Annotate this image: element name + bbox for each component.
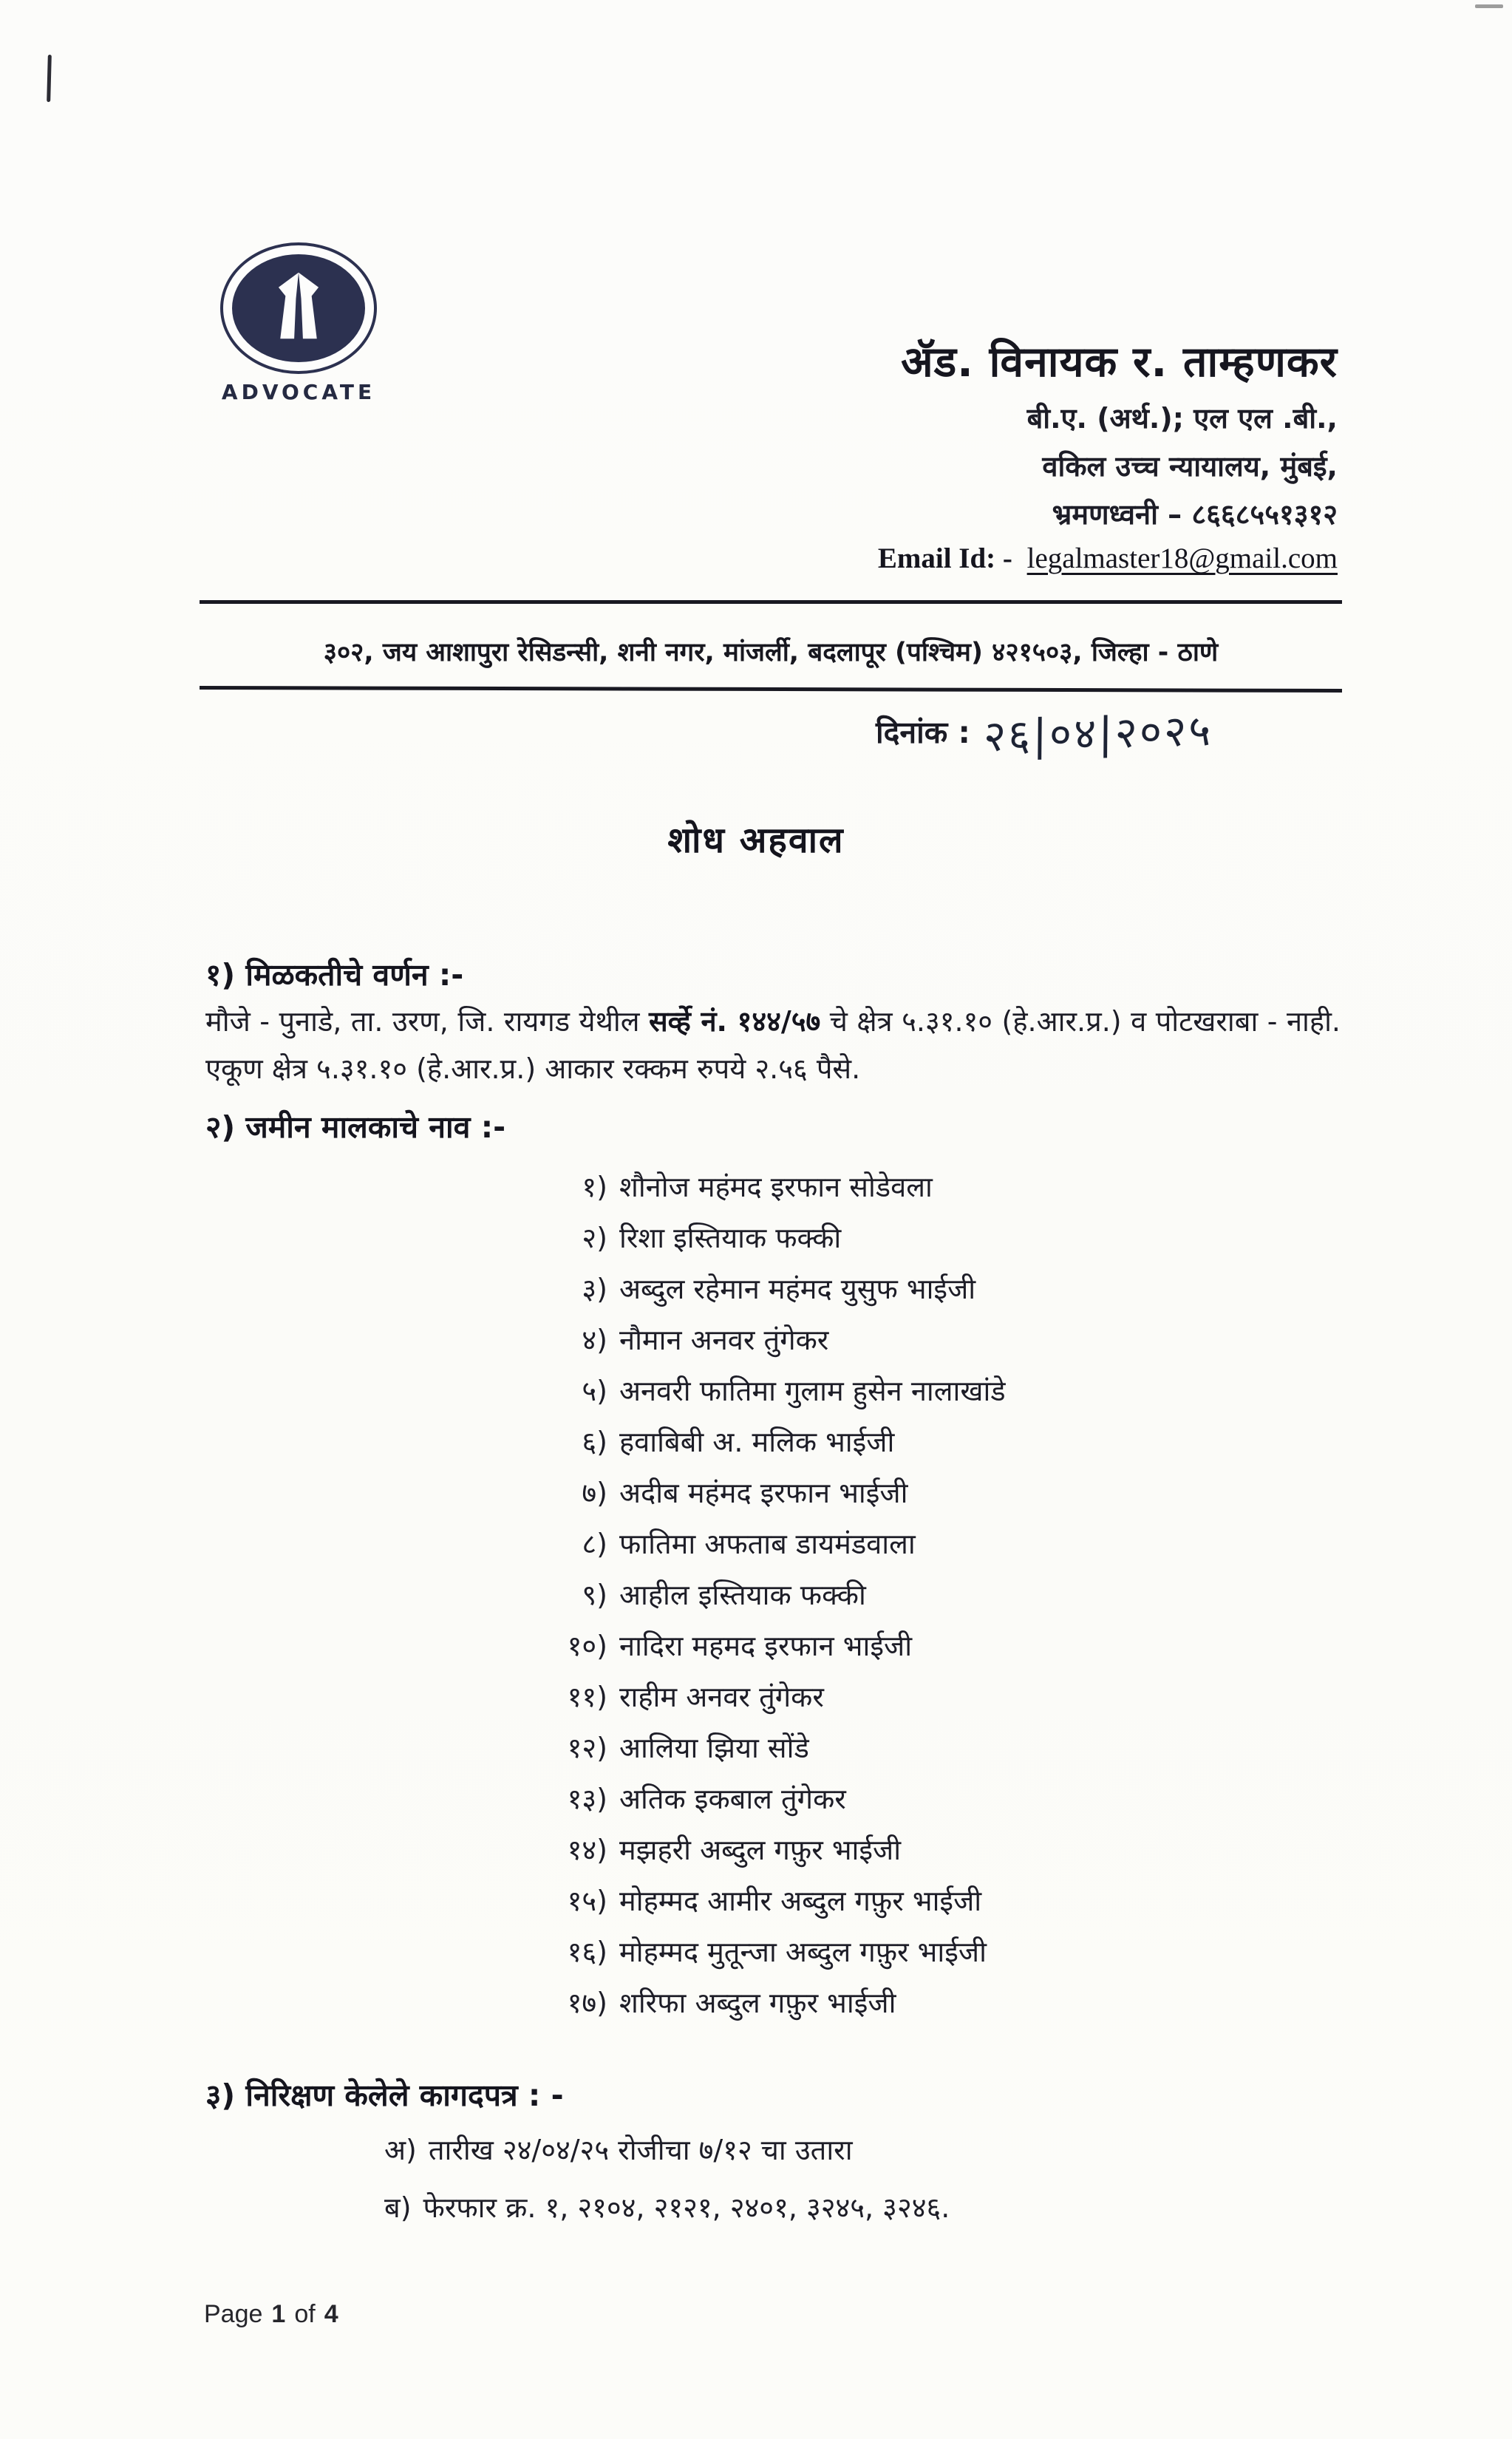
section-1-heading: १) मिळकतीचे वर्णन :- — [205, 957, 464, 993]
section-2-heading: २) जमीन मालकाचे नाव :- — [205, 1109, 506, 1145]
owner-name: मझहरी अब्दुल गफ़ुर भाईजी — [619, 1833, 902, 1866]
owner-name: रिशा इस्तियाक फक्की — [619, 1221, 842, 1254]
owner-row — [517, 1568, 1006, 1619]
email-line — [878, 542, 1338, 575]
owner-number: ९) — [582, 1578, 607, 1611]
document-item-text: तारीख २४/०४/२५ रोजीचा ७/१२ चा उतारा — [428, 2134, 853, 2166]
owner-number: ३) — [582, 1272, 607, 1305]
footer-of-label: of — [294, 2300, 316, 2328]
email-label: Email Id: - — [877, 542, 1012, 574]
owner-number: १४) — [567, 1833, 607, 1866]
advocate-logo — [219, 242, 378, 404]
date-handwritten-value: २६|०४|२०२५ — [983, 704, 1213, 762]
document-item-number: अ) — [384, 2134, 417, 2166]
advocate-name: ॲड. विनायक र. ताम्हणकर — [901, 338, 1338, 387]
owner-name: आलिया झिया सोंडे — [619, 1731, 809, 1764]
owner-number: ४) — [582, 1323, 607, 1356]
document-row — [384, 2178, 950, 2236]
date-label: दिनांक : — [876, 715, 970, 750]
owner-row — [517, 1466, 1006, 1517]
pen-stroke-artifact — [47, 55, 52, 102]
owner-name: मोहम्मद आमीर अब्दुल गफ़ुर भाईजी — [619, 1884, 982, 1917]
document-title: शोध अहवाल — [667, 820, 845, 861]
corner-mark-artifact — [1475, 4, 1503, 8]
owner-number: १३) — [567, 1782, 607, 1815]
owner-number: ५) — [582, 1374, 607, 1407]
owner-name: अब्दुल रहेमान महंमद युसुफ भाईजी — [619, 1272, 976, 1305]
phone-label: भ्रमणध्वनी — [1052, 498, 1158, 531]
email-address: legalmaster18@gmail.com — [1026, 542, 1338, 574]
property-text-after: चे क्षेत्र ५.३१.१० (हे.आर.प्र.) व पोटखराबा - नाही. एकूण क्षेत्र ५.३१.१० (हे.आर.प्र.) आकार रक्कम रुपये २.५६ पैसे. — [205, 1005, 1341, 1085]
phone-number: ८६६८५५१३१२ — [1191, 498, 1338, 531]
date-row — [876, 704, 1213, 762]
owner-row — [517, 1823, 1006, 1874]
logo-label: ADVOCATE — [221, 380, 376, 404]
owner-name: हवाबिबी अ. मलिक भाईजी — [619, 1425, 895, 1458]
footer-total-pages: 4 — [324, 2300, 338, 2328]
owner-row — [517, 1262, 1006, 1313]
owner-name: आहील इस्तियाक फक्की — [619, 1578, 866, 1611]
owner-row — [517, 1925, 1006, 1976]
owner-number: २) — [582, 1221, 607, 1254]
owner-number: १०) — [567, 1629, 607, 1662]
divider-top — [200, 600, 1342, 604]
advocate-designation: वकिल उच्च न्यायालय, मुंबई, — [1042, 450, 1338, 483]
documents-list — [384, 2120, 950, 2236]
phone-separator: – — [1168, 498, 1182, 531]
owner-row — [517, 1619, 1006, 1670]
owner-row — [517, 1364, 1006, 1415]
owner-number: ११) — [567, 1680, 607, 1713]
owner-row — [517, 1874, 1006, 1925]
owner-name: अतिक इकबाल तुंगेकर — [619, 1782, 846, 1815]
divider-bottom — [200, 686, 1342, 693]
owner-row — [517, 1670, 1006, 1721]
document-item-number: ब) — [384, 2191, 412, 2224]
owner-name: नौमान अनवर तुंगेकर — [619, 1323, 829, 1356]
owner-number: १) — [582, 1170, 607, 1203]
page-footer — [204, 2300, 338, 2329]
owner-number: १२) — [567, 1731, 607, 1764]
owner-name: मोहम्मद मुतून्जा अब्दुल गफ़ुर भाईजी — [619, 1935, 987, 1968]
owner-row — [517, 1211, 1006, 1262]
survey-number: सर्व्हे नं. १४४/५७ — [648, 1005, 821, 1038]
property-text-before: मौजे - पुनाडे, ता. उरण, जि. रायगड येथील — [205, 1005, 649, 1038]
owner-name: नादिरा महमद इरफान भाईजी — [619, 1629, 913, 1662]
letterhead-contact-block — [878, 331, 1338, 575]
owner-row — [517, 1313, 1006, 1364]
owner-name: अदीब महंमद इरफान भाईजी — [619, 1476, 908, 1509]
owner-number: १५) — [567, 1884, 607, 1917]
advocate-phone-line — [878, 494, 1338, 533]
section-3-heading: ३) निरिक्षण केलेले कागदपत्र : - — [205, 2078, 564, 2113]
owner-number: ६) — [582, 1425, 607, 1458]
owner-row — [517, 1721, 1006, 1772]
owner-row — [517, 1517, 1006, 1568]
office-address: ३०२, जय आशापुरा रेसिडन्सी, शनी नगर, मांजर्ली, बदलापूर (पश्चिम) ४२१५०३, जिल्हा - ठाणे — [323, 638, 1219, 667]
logo-ring — [220, 242, 377, 374]
advocate-degrees: बी.ए. (अर्थ.); एल एल .बी., — [1026, 402, 1338, 435]
owners-list — [517, 1160, 1006, 2027]
owner-number: ७) — [582, 1476, 607, 1509]
owner-row — [517, 1415, 1006, 1466]
owner-number: १७) — [567, 1986, 607, 2019]
property-description — [205, 998, 1341, 1092]
document-item-text: फेरफार क्र. १, २१०४, २१२१, २४०१, ३२४५, ३२४६. — [423, 2191, 950, 2224]
owner-number: ८) — [582, 1527, 607, 1560]
document-row — [384, 2120, 950, 2178]
owner-row — [517, 1160, 1006, 1211]
owner-number: १६) — [567, 1935, 607, 1968]
owner-row — [517, 1976, 1006, 2027]
owner-name: शरिफा अब्दुल गफ़ुर भाईजी — [619, 1986, 896, 2019]
footer-page-label: Page — [204, 2300, 263, 2328]
owner-name: अनवरी फातिमा गुलाम हुसेन नालाखांडे — [619, 1374, 1006, 1407]
owner-name: शौनोज महंमद इरफान सोडेवला — [619, 1170, 933, 1203]
footer-page-number: 1 — [271, 2300, 286, 2328]
owner-name: फातिमा अफताब डायमंडवाला — [619, 1527, 916, 1560]
owner-row — [517, 1772, 1006, 1823]
owner-name: राहीम अनवर तुंगेकर — [619, 1680, 824, 1713]
advocate-bands-icon — [232, 254, 365, 362]
